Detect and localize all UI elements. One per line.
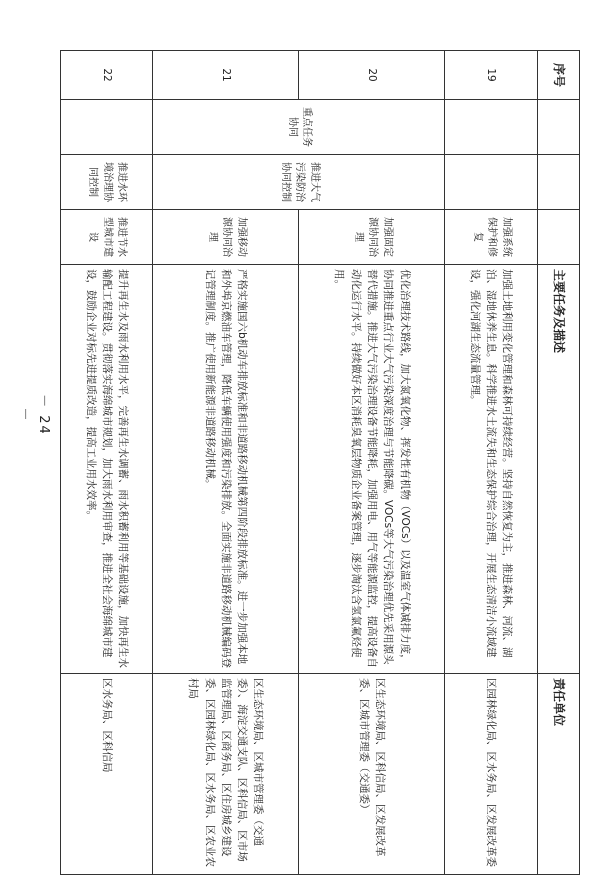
header-category-1 [537, 100, 579, 155]
category-3: 加强移动源协同治理 [153, 210, 299, 265]
row-number: 19 [445, 51, 537, 100]
header-category-3 [537, 210, 579, 265]
row-number: 21 [153, 51, 299, 100]
header-unit: 责任单位 [537, 674, 579, 875]
task-description: 优化治理技术路线，加大氮氧化物、挥发性有机物（VOCs）以及温室气体减排力度，协同推进重点行业大气污染深度治理与节能降碳。VOCs等大气污染治理优先采用源头替代措施。推进大气污染治理设备节能降耗，加强用电、用气等能源监控，提高设备自动化运行水平。持续做好本区消耗臭氧层物质企业备案管理，逐步淘汰含氢氯氟烃使用。 [299, 265, 445, 674]
category-2: 推进水环境治理协同控制 [61, 155, 153, 210]
task-description: 加强土地利用变化管理和森林可持续经营。坚持自然恢复为主，推进森林、河流、湖泊、湿地休养生息。科学推进水土流失和生态保护综合治理，开展生态清洁小流域建设，强化河湖生态流量管理。 [445, 265, 537, 674]
responsible-unit: 区水务局、区科信局 [61, 674, 153, 875]
responsible-unit: 区园林绿化局、区水务局、区发展改革委 [445, 674, 537, 875]
category-2 [445, 155, 537, 210]
task-description: 严格实施国六b机动车排放标准和非道路移动机械第四阶段排放标准。进一步加强本地和外埠京燃油车管理，降低车辆使用强度和污染排放。全面实施非道路移动机械编码登记管理制度。推广使用新能源非道路移动机械。 [153, 265, 299, 674]
rotated-table-container [60, 50, 580, 867]
table-row [61, 51, 153, 875]
category-3: 加强固定源协同治理 [299, 210, 445, 265]
task-description: 提升再生水及雨水利用水平，完善再生水调蓄、雨水积蓄利用等基础设施，加快再生水输配工程建设。贯彻落实海绵城市规划，加大雨水利用审查，推进全社会海绵城市建设，鼓励企业对标先进提质改造，提高工业用水效率。 [61, 265, 153, 674]
header-no: 序号 [537, 51, 579, 100]
category-3: 加强系统保护和修复 [445, 210, 537, 265]
row-number: 22 [61, 51, 153, 100]
category-2: 推进大气污染防治协同控制 [153, 155, 445, 210]
table-row [445, 51, 537, 875]
category-1 [445, 100, 537, 155]
responsible-unit: 区生态环境局、区科信局、区发展改革委、区城市管理委（交通委） [299, 674, 445, 875]
category-1 [61, 100, 153, 155]
responsible-unit: 区生态环境局、区城市管理委（交通委）、海淀交通支队、区科信局、区市场监管理局、区商务局、区住房城乡建设委、区园林绿化局、区水务局、区农业农村局 [153, 674, 299, 875]
category-3: 推进节水型城市建设 [61, 210, 153, 265]
table-row [299, 51, 445, 875]
task-table [60, 50, 580, 875]
row-number: 20 [299, 51, 445, 100]
table-header-row [537, 51, 579, 875]
header-task: 主要任务及描述 [537, 265, 579, 674]
category-1: 重点任务协同 [153, 100, 445, 155]
header-category-2 [537, 155, 579, 210]
page-number: － 24 － [17, 394, 51, 436]
